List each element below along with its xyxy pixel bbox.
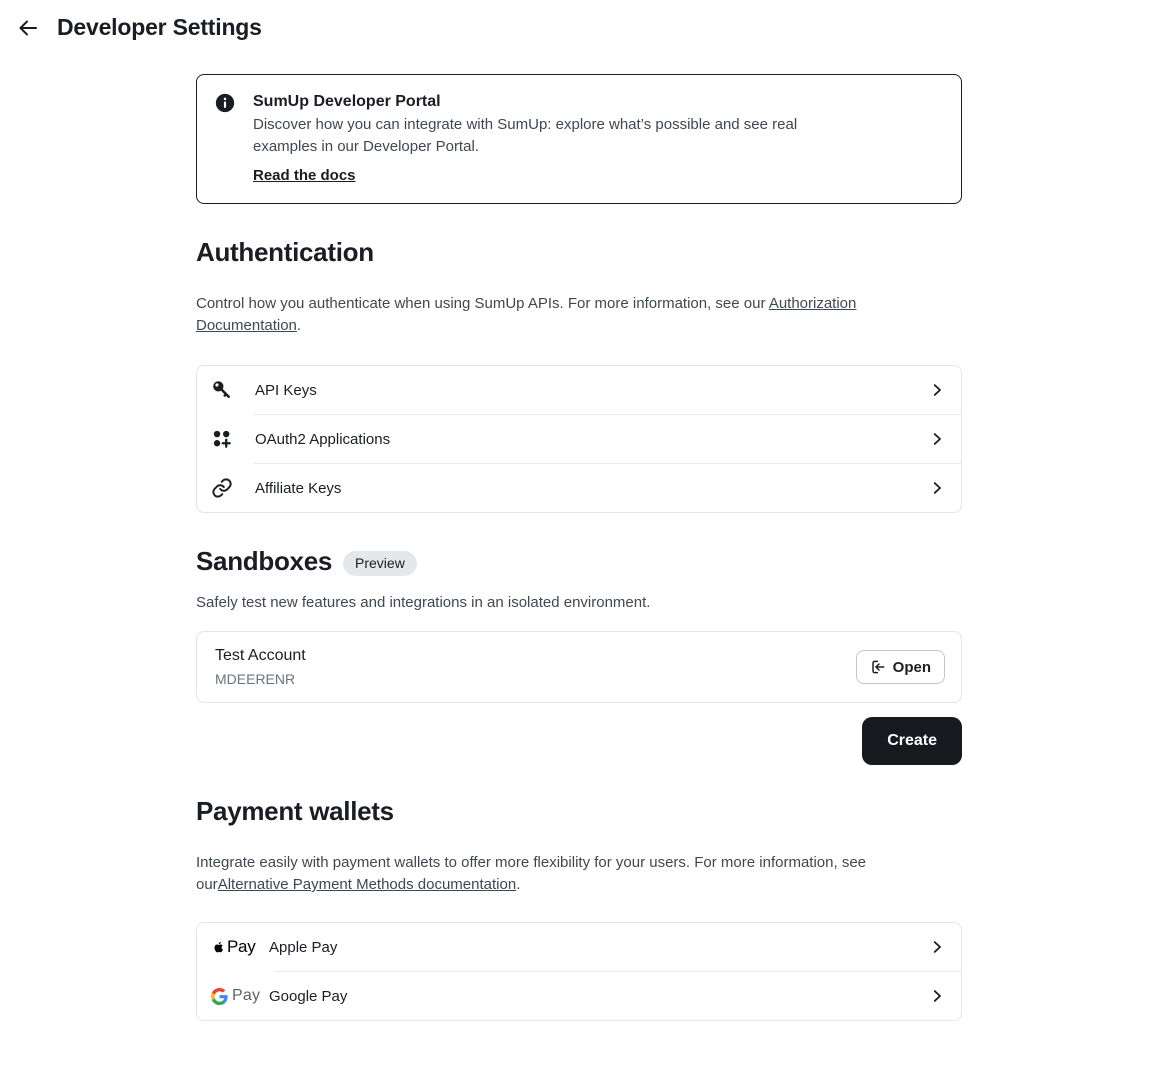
- sandboxes-description: Safely test new features and integrations in an isolated environment.: [196, 594, 651, 611]
- authentication-heading: Authentication: [196, 237, 374, 267]
- sandbox-account-name: Test Account: [215, 647, 306, 664]
- open-button-label: Open: [892, 658, 931, 676]
- list-item-api-keys[interactable]: [197, 366, 961, 414]
- callout-title: SumUp Developer Portal: [253, 93, 441, 110]
- authentication-description: [196, 293, 962, 337]
- chevron-right-icon: [927, 478, 947, 498]
- payment-wallets-description-suffix: .: [516, 876, 521, 893]
- apple-pay-logo-icon: [211, 937, 269, 957]
- chevron-right-icon: [927, 380, 947, 400]
- callout-body: Discover how you can integrate with SumUp: explore what’s possible and see real examples in our Developer Portal.: [253, 116, 798, 155]
- apps-plus-icon: [211, 428, 255, 450]
- sandbox-account-code: MDEERENR: [215, 671, 296, 687]
- back-button[interactable]: [16, 16, 40, 40]
- apple-icon: [211, 938, 226, 956]
- key-icon: [211, 379, 255, 401]
- read-the-docs-link[interactable]: Read the docs: [253, 167, 356, 184]
- alternative-payment-methods-link[interactable]: Alternative Payment Methods documentation: [217, 876, 517, 893]
- list-item-google-pay[interactable]: [197, 972, 961, 1020]
- sandbox-account-card: [196, 631, 962, 703]
- list-item-oauth2-applications[interactable]: [197, 415, 961, 463]
- chevron-right-icon: [927, 429, 947, 449]
- list-item-label: Apple Pay: [269, 938, 338, 956]
- list-item-label: API Keys: [255, 381, 317, 399]
- sandboxes-heading: Sandboxes: [196, 546, 333, 576]
- open-login-icon: [870, 659, 886, 675]
- arrow-left-icon: [16, 16, 40, 40]
- authentication-description-text: Control how you authenticate when using SumUp APIs. For more information, see our: [196, 295, 769, 312]
- authentication-card: [196, 365, 962, 513]
- info-icon: [215, 93, 235, 113]
- preview-badge: Preview: [343, 551, 417, 576]
- link-icon: [211, 477, 255, 499]
- page-title: Developer Settings: [57, 14, 262, 40]
- list-item-apple-pay[interactable]: [197, 923, 961, 971]
- authorization-documentation-link[interactable]: Authorization Documentation: [196, 295, 857, 334]
- list-item-label: Google Pay: [269, 987, 348, 1005]
- authentication-description-suffix: .: [296, 317, 302, 334]
- payment-wallets-heading: Payment wallets: [196, 796, 394, 826]
- google-g-icon: [211, 988, 228, 1005]
- page-header: [0, 0, 1162, 41]
- list-item-label: Affiliate Keys: [255, 479, 342, 497]
- list-item-label: OAuth2 Applications: [255, 430, 391, 448]
- developer-portal-callout: [196, 74, 962, 204]
- payment-wallets-description: [196, 852, 962, 896]
- chevron-right-icon: [927, 986, 947, 1006]
- google-pay-logo-icon: [211, 987, 269, 1005]
- apple-pay-wordmark: Pay: [227, 937, 256, 956]
- chevron-right-icon: [927, 937, 947, 957]
- payment-wallets-card: [196, 922, 962, 1021]
- create-button[interactable]: Create: [862, 717, 962, 765]
- payment-wallets-description-text: Integrate easily with payment wallets to offer more flexibility for your users. For more information, see our: [196, 854, 866, 893]
- open-button[interactable]: [856, 650, 945, 684]
- google-pay-wordmark: Pay: [232, 987, 261, 1004]
- list-item-affiliate-keys[interactable]: [197, 464, 961, 512]
